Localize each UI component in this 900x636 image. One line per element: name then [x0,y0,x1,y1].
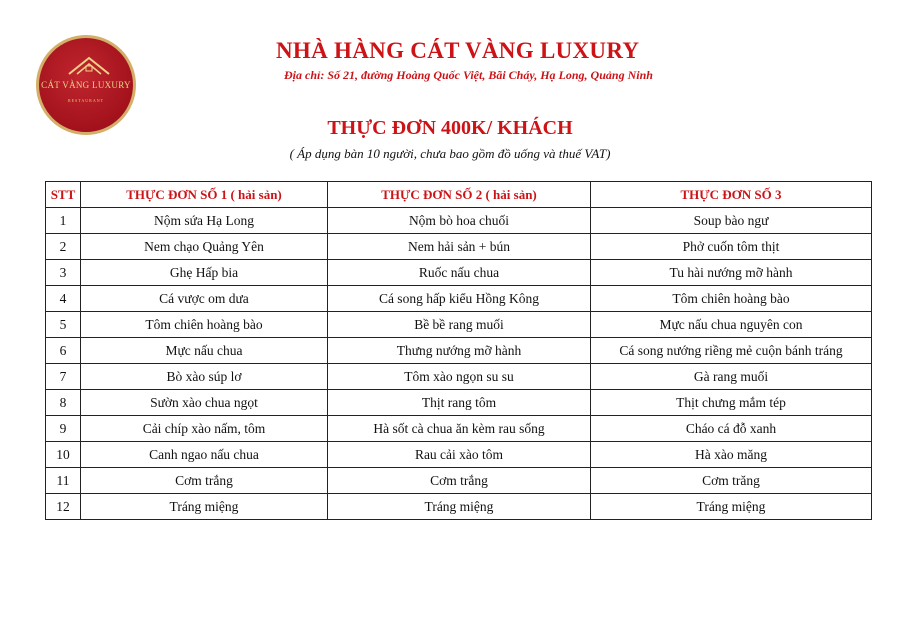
header-menu-2: THỰC ĐƠN SỐ 2 ( hải sản) [328,182,591,208]
table-row [46,208,872,234]
cell-menu-3: Tu hài nướng mỡ hành [591,260,872,286]
cell-menu-2: Bề bề rang muối [328,312,591,338]
cell-menu-3: Cháo cá đỗ xanh [591,416,872,442]
cell-stt: 12 [46,494,81,520]
cell-menu-1: Tôm chiên hoàng bào [81,312,328,338]
table-row [46,442,872,468]
table-row [46,312,872,338]
cell-stt: 11 [46,468,81,494]
logo-subtitle: RESTAURANT [67,98,105,103]
house-roof-icon [67,54,111,78]
cell-menu-2: Nem hải sản + bún [328,234,591,260]
cell-stt: 2 [46,234,81,260]
cell-menu-1: Ghẹ Hấp bia [81,260,328,286]
table-row [46,286,872,312]
cell-stt: 7 [46,364,81,390]
cell-menu-1: Tráng miệng [81,494,328,520]
cell-stt: 1 [46,208,81,234]
table-header-row [46,182,872,208]
cell-menu-2: Thưng nướng mỡ hành [328,338,591,364]
cell-stt: 9 [46,416,81,442]
cell-menu-2: Cá song hấp kiểu Hồng Kông [328,286,591,312]
cell-menu-3: Tráng miệng [591,494,872,520]
cell-stt: 4 [46,286,81,312]
cell-menu-1: Nộm sứa Hạ Long [81,208,328,234]
cell-menu-3: Phở cuốn tôm thịt [591,234,872,260]
cell-menu-2: Thịt rang tôm [328,390,591,416]
cell-menu-3: Gà rang muối [591,364,872,390]
cell-menu-1: Canh ngao nấu chua [81,442,328,468]
table-row [46,260,872,286]
cell-menu-2: Rau cải xào tôm [328,442,591,468]
cell-stt: 6 [46,338,81,364]
cell-menu-2: Ruốc nấu chua [328,260,591,286]
header-menu-1: THỰC ĐƠN SỐ 1 ( hải sản) [81,182,328,208]
cell-stt: 3 [46,260,81,286]
cell-menu-3: Thịt chưng mắm tép [591,390,872,416]
cell-menu-1: Cải chíp xào nấm, tôm [81,416,328,442]
cell-menu-3: Hà xào măng [591,442,872,468]
cell-menu-1: Cơm trắng [81,468,328,494]
table-row [46,416,872,442]
menu-note: ( Áp dụng bàn 10 người, chưa bao gồm đồ uống và thuế VAT) [289,146,611,161]
table-row [46,234,872,260]
cell-menu-2: Nộm bò hoa chuối [328,208,591,234]
cell-menu-3: Cá song nướng riềng mẻ cuộn bánh tráng [591,338,872,364]
cell-menu-3: Soup bào ngư [591,208,872,234]
header-menu-3: THỰC ĐƠN SỐ 3 [591,182,872,208]
header-stt: STT [46,182,81,208]
cell-menu-1: Sườn xào chua ngọt [81,390,328,416]
cell-menu-1: Mực nấu chua [81,338,328,364]
logo-name: CÁT VÀNG LUXURY [41,80,131,90]
cell-menu-1: Bò xào súp lơ [81,364,328,390]
restaurant-name: NHÀ HÀNG CÁT VÀNG LUXURY [276,38,640,63]
cell-menu-2: Tôm xào ngọn su su [328,364,591,390]
table-row [46,468,872,494]
cell-menu-1: Nem chạo Quảng Yên [81,234,328,260]
cell-stt: 5 [46,312,81,338]
table-row [46,338,872,364]
cell-menu-3: Cơm trăng [591,468,872,494]
cell-menu-2: Tráng miệng [328,494,591,520]
cell-menu-3: Mực nấu chua nguyên con [591,312,872,338]
restaurant-address: Địa chỉ: Số 21, đường Hoàng Quốc Việt, Bãi Cháy, Hạ Long, Quảng Ninh [284,68,653,82]
table-row [46,364,872,390]
cell-stt: 8 [46,390,81,416]
table-row [46,494,872,520]
cell-menu-2: Cơm trắng [328,468,591,494]
cell-menu-1: Cá vược om dưa [81,286,328,312]
cell-stt: 10 [46,442,81,468]
cell-menu-2: Hà sốt cà chua ăn kèm rau sống [328,416,591,442]
cell-menu-3: Tôm chiên hoàng bào [591,286,872,312]
menu-table [45,181,872,520]
menu-title: THỰC ĐƠN 400K/ KHÁCH [327,117,573,139]
table-row [46,390,872,416]
